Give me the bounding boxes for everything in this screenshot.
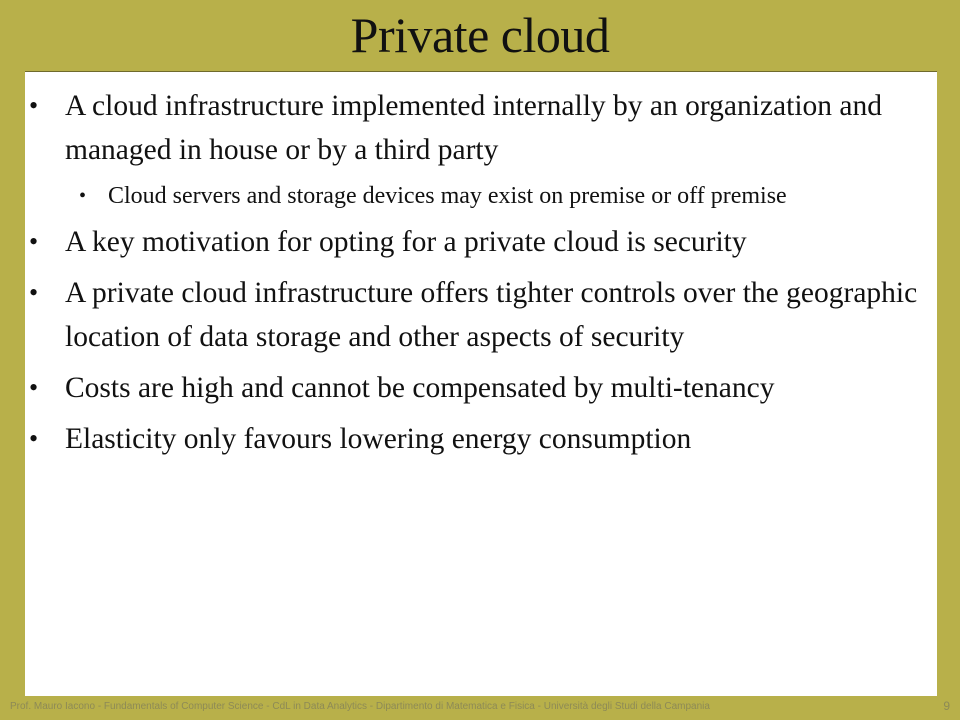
bullet-item: • A cloud infrastructure implemented internally by an organization and managed in house or by a third party: [25, 84, 937, 172]
content-area: [25, 71, 937, 696]
bullet-item: • Elasticity only favours lowering energy consumption: [25, 417, 937, 461]
slide-title: Private cloud: [350, 7, 610, 63]
page-number: 9: [943, 699, 950, 713]
slide-footer: Prof. Mauro Iacono - Fundamentals of Computer Science - CdL in Data Analytics - Dipartimento di Matematica e Fisica - Università degli Studi della Campania: [10, 701, 710, 712]
bullet-list: [25, 84, 937, 468]
sub-bullet-item: • Cloud servers and storage devices may exist on premise or off premise: [25, 176, 937, 216]
bullet-item: • A key motivation for opting for a private cloud is security: [25, 220, 937, 264]
bullet-item: • A private cloud infrastructure offers tighter controls over the geographic location of data storage and other aspects of security: [25, 271, 937, 359]
bullet-item: • Costs are high and cannot be compensated by multi-tenancy: [25, 366, 937, 410]
